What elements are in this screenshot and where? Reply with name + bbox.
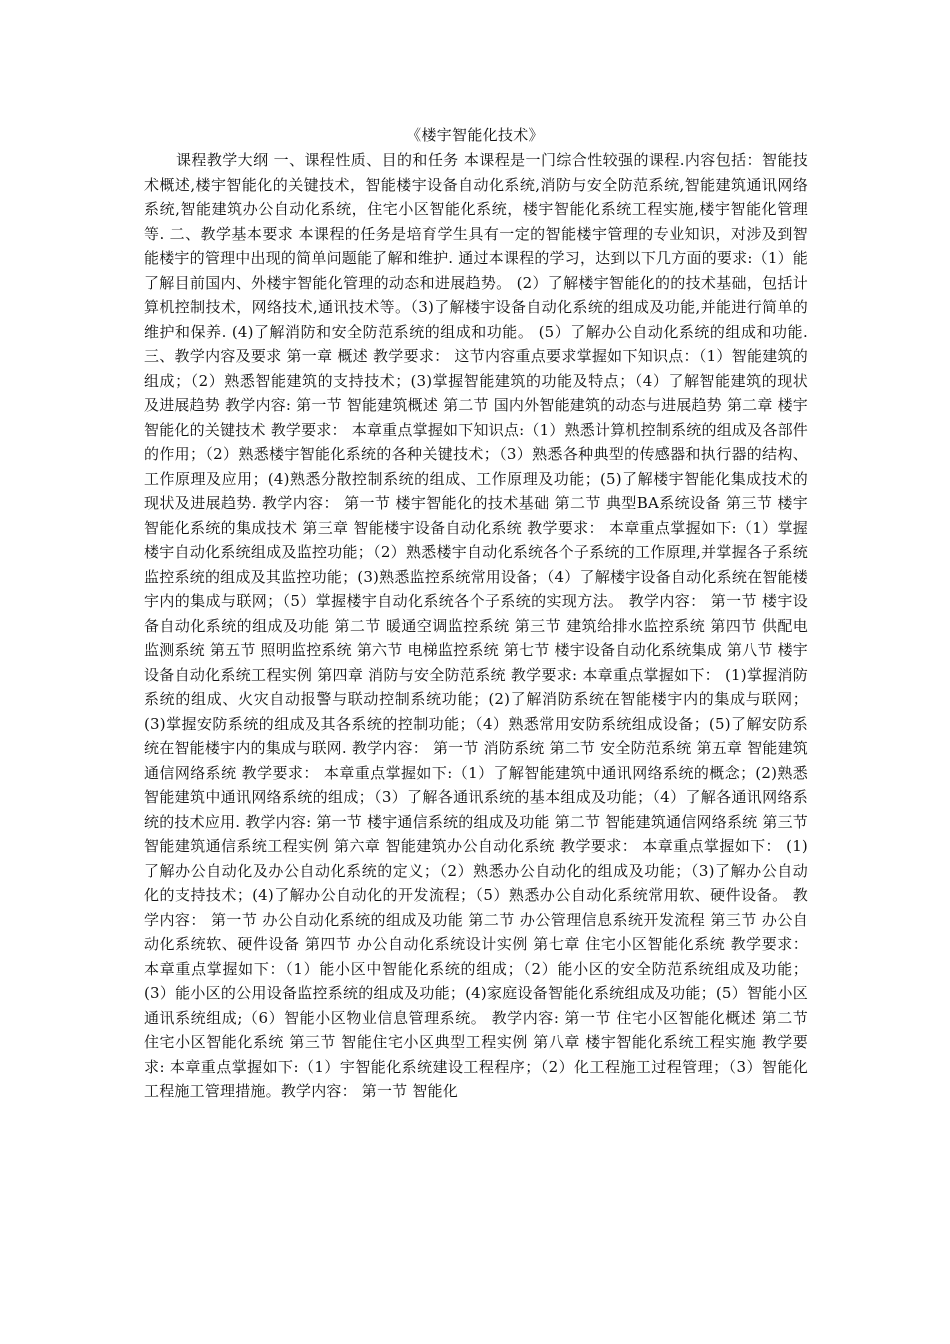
document-body-text: 课程教学大纲 一、课程性质、目的和任务 本课程是一门综合性较强的课程.内容包括：智能技术概述,楼宇智能化的关键技术，智能楼宇设备自动化系统,消防与安全防范系统,智能建筑通讯网络系统,智能建筑办公自动化系统，住宅小区智能化系统，楼宇智能化系统工程实施,楼宇智能化管理等. 二、教学基本要求 本课程的任务是培育学生具有一定的智能楼宇管理的专业知识，对涉及到智能楼宇的管理中出现的简单问题能了解和维护. 通过本课程的学习，达到以下几方面的要求:（1）能了解目前国内、外楼宇智能化管理的动态和进展趋势。 (2）了解楼宇智能化的的技术基础，包括计算机控制技术，网络技术,通讯技术等。（3)了解楼宇设备自动化系统的组成及功能,并能进行简单的维护和保养. (4)了解消防和安全防范系统的组成和功能。 (5）了解办公自动化系统的组成和功能. 三、教学内容及要求 第一章 概述 教学要求： 这节内容重点要求掌握如下知识点：（1）智能建筑的组成；（2）熟悉智能建筑的支持技术；(3)掌握智能建筑的功能及特点；（4）了解智能建筑的现状及进展趋势 教学内容: 第一节 智能建筑概述 第二节 国内外智能建筑的动态与进展趋势 第二章 楼宇智能化的关键技术 教学要求： 本章重点掌握如下知识点:（1）熟悉计算机控制系统的组成及各部件的作用；（2）熟悉楼宇智能化系统的各种关键技术；（3）熟悉各种典型的传感器和执行器的结构、工作原理及应用；(4)熟悉分散控制系统的组成、工作原理及功能；(5)了解楼宇智能化集成技术的现状及进展趋势. 教学内容： 第一节 楼宇智能化的技术基础 第二节 典型BA系统设备 第三节 楼宇智能化系统的集成技术 第三章 智能楼宇设备自动化系统 教学要求： 本章重点掌握如下:（1）掌握楼宇自动化系统组成及监控功能；（2）熟悉楼宇自动化系统各个子系统的工作原理,并掌握各子系统监控系统的组成及其监控功能；(3)熟悉监控系统常用设备；（4）了解楼宇设备自动化系统在智能楼宇内的集成与联网；（5）掌握楼宇自动化系统各个子系统的实现方法。 教学内容： 第一节 楼宇设备自动化系统的组成及功能 第二节 暖通空调监控系统 第三节 建筑给排水监控系统 第四节 供配电监测系统 第五节 照明监控系统 第六节 电梯监控系统 第七节 楼宇设备自动化系统集成 第八节 楼宇设备自动化系统工程实例 第四章 消防与安全防范系统 教学要求: 本章重点掌握如下： (1)掌握消防系统的组成、火灾自动报警与联动控制系统功能；(2)了解消防系统在智能楼宇内的集成与联网；(3)掌握安防系统的组成及其各系统的控制功能；（4）熟悉常用安防系统组成设备；(5)了解安防系统在智能楼宇内的集成与联网. 教学内容： 第一节 消防系统 第二节 安全防范系统 第五章 智能建筑通信网络系统 教学要求： 本章重点掌握如下:（1）了解智能建筑中通讯网络系统的概念；(2)熟悉智能建筑中通讯网络系统的组成；（3）了解各通讯系统的基本组成及功能；（4）了解各通讯网络系统的技术应用. 教学内容: 第一节 楼宇通信系统的组成及功能 第二节 智能建筑通信网络系统 第三节 智能建筑通信系统工程实例 第六章 智能建筑办公自动化系统 教学要求： 本章重点掌握如下： (1)了解办公自动化及办公自动化系统的定义；（2）熟悉办公自动化的组成及功能；（3)了解办公自动化的支持技术；(4)了解办公自动化的开发流程；（5）熟悉办公自动化系统常用软、硬件设备。 教学内容： 第一节 办公自动化系统的组成及功能 第二节 办公管理信息系统开发流程 第三节 办公自动化系统软、硬件设备 第四节 办公自动化系统设计实例 第七章 住宅小区智能化系统 教学要求： 本章重点掌握如下：（1）能小区中智能化系统的组成；（2）能小区的安全防范系统组成及功能；(3）能小区的公用设备监控系统的组成及功能；(4)家庭设备智能化系统组成及功能；(5）智能小区通讯系统组成;（6）智能小区物业信息管理系统。 教学内容: 第一节 住宅小区智能化概述 第二节 住宅小区智能化系统 第三节 智能住宅小区典型工程实例 第八章 楼宇智能化系统工程实施 教学要求: 本章重点掌握如下:（1）宇智能化系统建设工程程序；（2）化工程施工过程管理；（3）智能化工程施工管理措施。教学内容： 第一节 智能化 — [144, 151, 808, 1100]
document-title: 《楼宇智能化技术》 — [406, 126, 544, 144]
